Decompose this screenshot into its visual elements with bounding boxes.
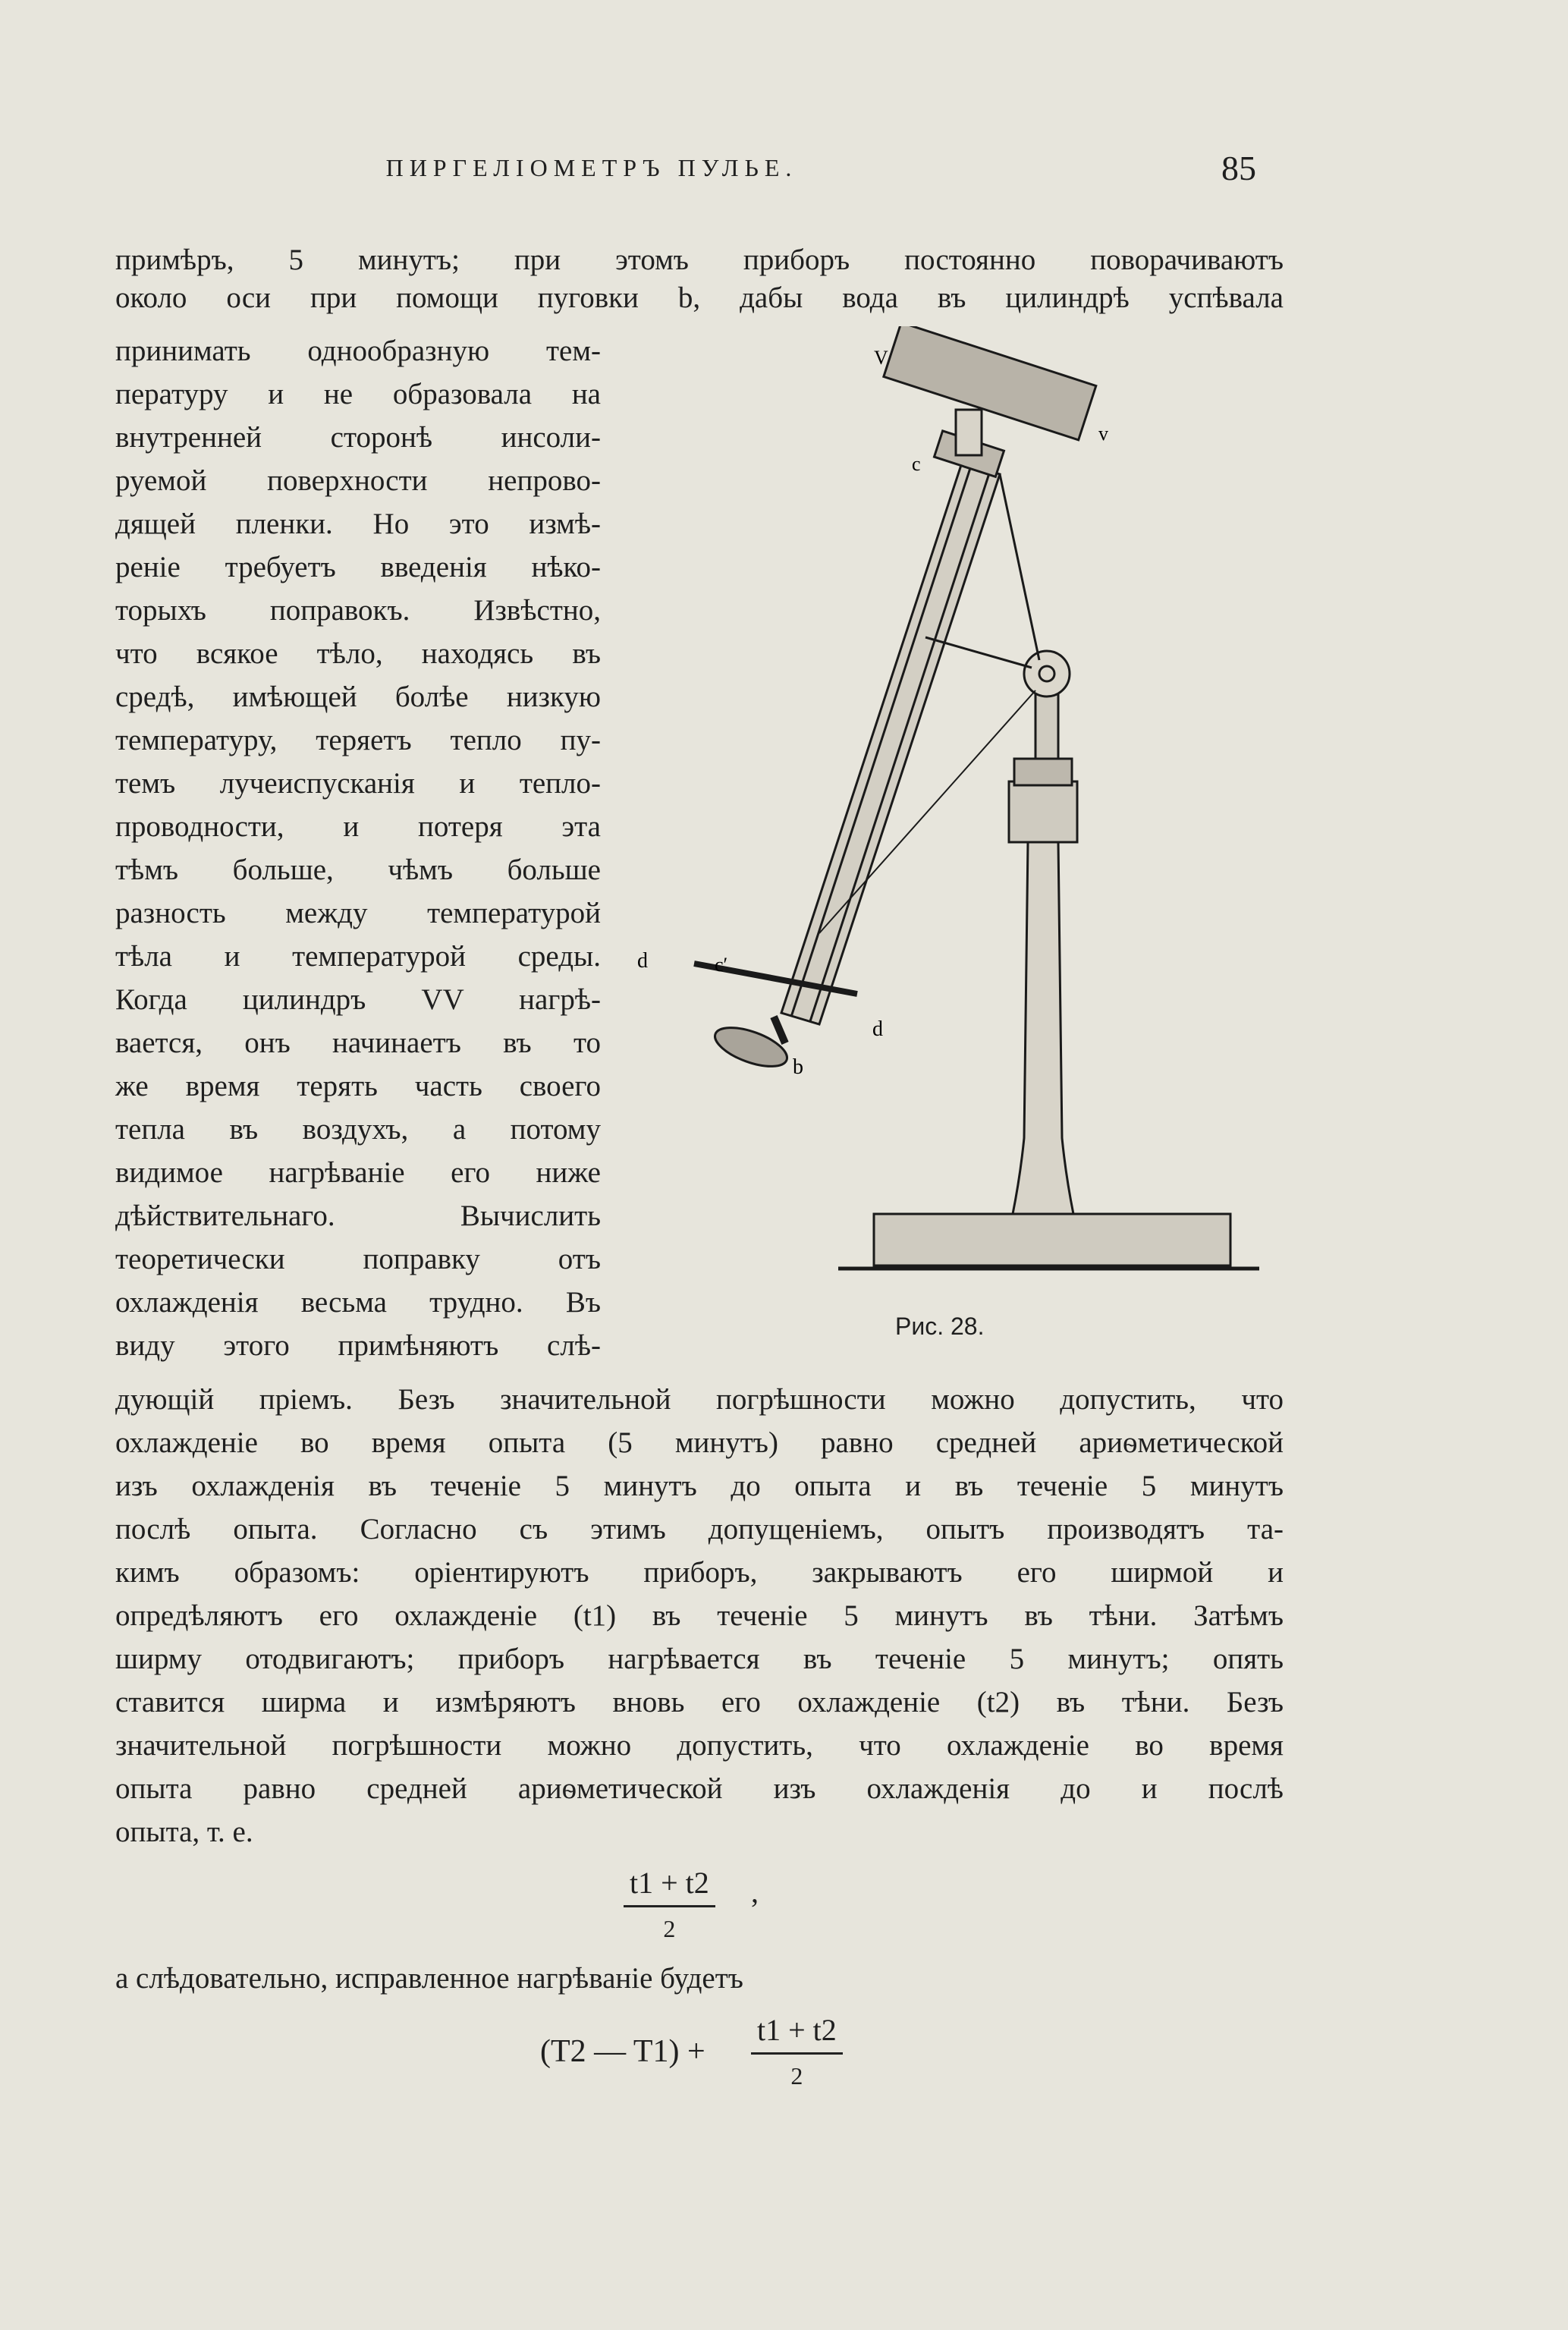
label-b: b xyxy=(793,1055,803,1079)
text-line: тепла въ воздухъ, а потому xyxy=(115,1113,601,1146)
text-line: же время терять часть своего xyxy=(115,1070,601,1102)
text-line: пературу и не образовала на xyxy=(115,378,601,410)
text-line: теоретически поправку отъ xyxy=(115,1243,601,1275)
text-line: дѣйствительнаго. Вычислить xyxy=(115,1200,601,1232)
text-line: опыта, т. е. xyxy=(115,1816,253,1848)
label-d-right: d xyxy=(872,1017,883,1041)
label-v-right: v xyxy=(1098,423,1108,445)
formula-corrected-left: (T2 — T1) + xyxy=(540,2034,705,2069)
label-v-top: V xyxy=(874,347,888,369)
formula-corrected-fraction xyxy=(751,2012,843,2090)
label-c: c xyxy=(912,453,921,475)
figure-caption: Рис. 28. xyxy=(895,1313,985,1340)
page-number: 85 xyxy=(1221,149,1256,187)
text-line: примѣръ, 5 минутъ; при этомъ приборъ постоянно поворачиваютъ xyxy=(115,244,1284,276)
text-line: внутренней сторонѣ инсоли- xyxy=(115,421,601,454)
text-line: что всякое тѣло, находясь въ xyxy=(115,637,601,670)
text-line: видимое нагрѣваніе его ниже xyxy=(115,1156,601,1189)
text-line: температуру, теряетъ тепло пу- xyxy=(115,724,601,756)
text-line: опредѣляютъ его охлажденіе (t1) въ теченіе 5 минутъ въ тѣни. Затѣмъ xyxy=(115,1599,1284,1632)
formula-denominator: 2 xyxy=(663,1915,676,1942)
text-line: охлажденія весьма трудно. Въ xyxy=(115,1286,601,1319)
text-line: а слѣдовательно, исправленное нагрѣваніе будетъ xyxy=(115,1962,743,1995)
text-line: ставится ширма и измѣряютъ вновь его охлажденіе (t2) въ тѣни. Безъ xyxy=(115,1686,1284,1718)
text-line: руемой поверхности непрово- xyxy=(115,464,601,497)
text-line: охлажденіе во время опыта (5 минутъ) равно средней ариѳметической xyxy=(115,1426,1284,1459)
text-line: темъ лучеиспусканія и тепло- xyxy=(115,767,601,800)
label-c-prime: c′ xyxy=(715,954,728,976)
text-line: тѣмъ больше, чѣмъ больше xyxy=(115,854,601,886)
text-line: изъ охлажденія въ теченіе 5 минутъ до опыта и въ теченіе 5 минутъ xyxy=(115,1470,1284,1502)
formula-numerator: t1 + t2 xyxy=(624,1865,715,1907)
text-line: дящей пленки. Но это измѣ- xyxy=(115,508,601,540)
text-line: ширму отодвигаютъ; приборъ нагрѣвается въ теченіе 5 минутъ; опять xyxy=(115,1643,1284,1675)
formula-numerator: t1 + t2 xyxy=(751,2012,843,2055)
text-line: послѣ опыта. Согласно съ этимъ допущеніемъ, опытъ производятъ та- xyxy=(115,1513,1284,1545)
running-header: ПИРГЕЛІОМЕТРЪ ПУЛЬЕ. xyxy=(385,154,798,181)
formula-mean-cooling xyxy=(624,1865,715,1943)
text-line: разность между температурой xyxy=(115,897,601,929)
text-line: средѣ, имѣющей болѣе низкую xyxy=(115,681,601,713)
label-d-left: d xyxy=(637,949,648,973)
text-line: виду этого примѣняютъ слѣ- xyxy=(115,1329,601,1362)
formula-denominator: 2 xyxy=(790,2062,803,2089)
text-line: опыта равно средней ариѳметической изъ охлажденія до и послѣ xyxy=(115,1772,1284,1805)
text-line: Когда цилиндръ VV нагрѣ- xyxy=(115,983,601,1016)
text-line: проводности, и потеря эта xyxy=(115,810,601,843)
text-line: принимать однообразную тем- xyxy=(115,335,601,367)
text-line: около оси при помощи пуговки b, дабы вода въ цилиндрѣ успѣвала xyxy=(115,281,1284,314)
text-line: торыхъ поправокъ. Извѣстно, xyxy=(115,594,601,627)
text-line: значительной погрѣшности можно допустить, что охлажденіе во время xyxy=(115,1729,1284,1762)
text-line: кимъ образомъ: оріентируютъ приборъ, закрываютъ его ширмой и xyxy=(115,1556,1284,1589)
text-line: тѣла и температурой среды. xyxy=(115,940,601,973)
text-line: реніе требуетъ введенія нѣко- xyxy=(115,551,601,583)
text-line: дующій пріемъ. Безъ значительной погрѣшности можно допустить, что xyxy=(115,1383,1284,1416)
pyrheliometer-figure xyxy=(637,326,1290,1282)
formula-comma: , xyxy=(751,1875,759,1909)
text-line: вается, онъ начинаетъ въ то xyxy=(115,1027,601,1059)
